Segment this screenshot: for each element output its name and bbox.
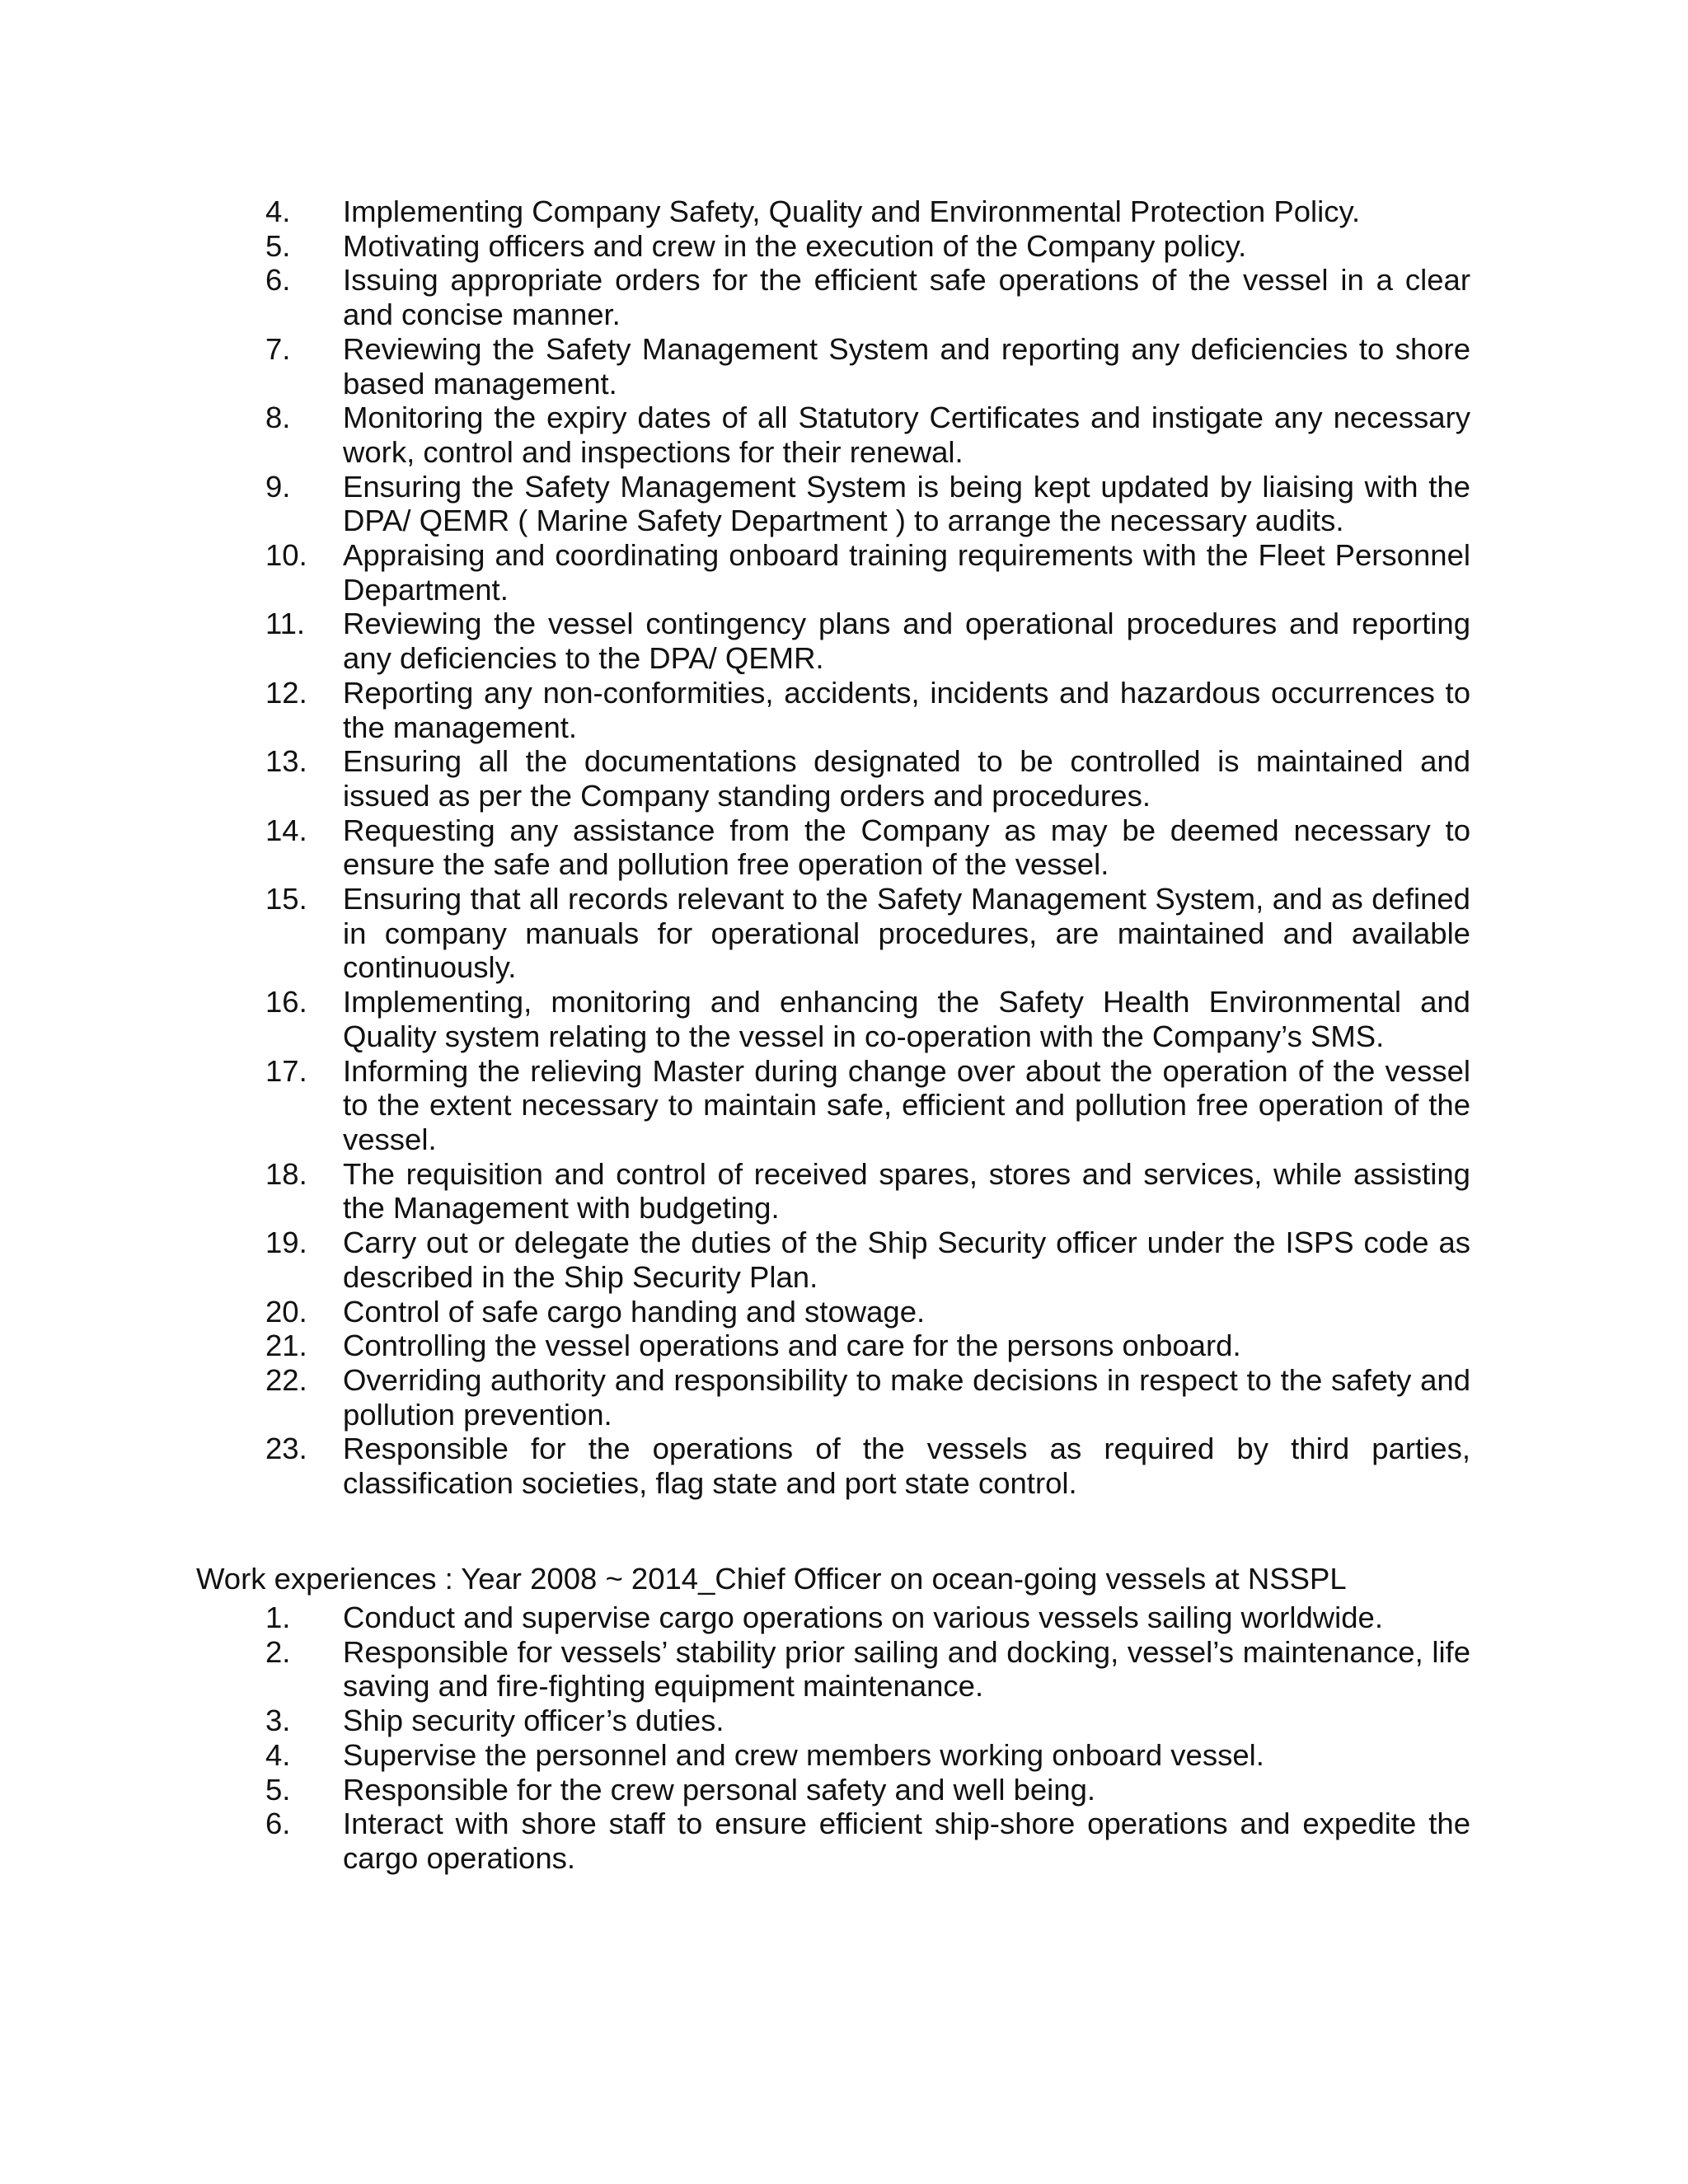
- list-item-text: Requesting any assistance from the Company as may be deemed necessary to ensure the safe and pollution free operation of the vessel.: [343, 813, 1470, 882]
- chief-officer-duties-list: [265, 1601, 1470, 1876]
- list-item-text: Reviewing the Safety Management System and reporting any deficiencies to shore based management.: [343, 331, 1470, 401]
- list-item-number: 14.: [265, 813, 307, 847]
- list-item-text: Ensuring all the documentations designated to be controlled is maintained and issued as per the Company standing orders and procedures.: [343, 744, 1470, 813]
- list-item: [265, 882, 1470, 985]
- list-item-text: Motivating officers and crew in the execution of the Company policy.: [343, 228, 1247, 263]
- list-item: [265, 332, 1470, 401]
- list-item-number: 9.: [265, 469, 291, 504]
- list-item-number: 10.: [265, 538, 307, 573]
- list-item: [265, 1226, 1470, 1294]
- list-item-number: 3.: [265, 1704, 291, 1738]
- list-item: [265, 1054, 1470, 1157]
- list-item: [265, 985, 1470, 1053]
- list-item: [265, 676, 1470, 744]
- list-item-number: 7.: [265, 331, 291, 366]
- list-item: [265, 194, 1470, 229]
- list-item-number: 18.: [265, 1156, 307, 1191]
- list-item-text: Ensuring the Safety Management System is being kept updated by liaising with the DPA/ QEMR ( Marine Safety Department ) to arrange the necessary audits.: [343, 469, 1470, 538]
- list-item-number: 6.: [265, 1807, 291, 1841]
- list-item: [265, 744, 1470, 813]
- list-item-text: Implementing Company Safety, Quality and Environmental Protection Policy.: [343, 194, 1361, 228]
- list-item-text: Informing the relieving Master during change over about the operation of the vessel to the extent necessary to maintain safe, efficient and pollution free operation of the vessel.: [343, 1053, 1470, 1156]
- list-item: [265, 1432, 1470, 1500]
- list-item: [265, 1738, 1470, 1773]
- list-item-text: Reviewing the vessel contingency plans and operational procedures and reporting any deficiencies to the DPA/ QEMR.: [343, 607, 1470, 676]
- list-item-number: 13.: [265, 744, 307, 779]
- list-item: [265, 229, 1470, 264]
- list-item-number: 1.: [265, 1601, 291, 1634]
- list-item-number: 20.: [265, 1294, 307, 1329]
- list-item-number: 5.: [265, 1772, 291, 1807]
- list-item-text: Appraising and coordinating onboard training requirements with the Fleet Personnel Department.: [343, 538, 1470, 607]
- list-item-text: Supervise the personnel and crew members working onboard vessel.: [343, 1737, 1264, 1772]
- list-item-number: 11.: [265, 607, 306, 641]
- list-item-number: 2.: [265, 1634, 291, 1669]
- list-item: [265, 1807, 1470, 1875]
- list-item: [265, 1363, 1470, 1432]
- list-item-text: Conduct and supervise cargo operations on various vessels sailing worldwide.: [343, 1601, 1383, 1634]
- list-item-number: 17.: [265, 1053, 307, 1088]
- list-item: [265, 1295, 1470, 1329]
- list-item-text: The requisition and control of received spares, stores and services, while assisting the Management with budgeting.: [343, 1156, 1470, 1226]
- list-item: [265, 607, 1470, 675]
- list-item-text: Issuing appropriate orders for the efficient safe operations of the vessel in a clear and concise manner.: [343, 263, 1470, 332]
- list-item: [265, 1704, 1470, 1738]
- list-item-number: 23.: [265, 1432, 307, 1466]
- list-item-number: 8.: [265, 401, 291, 435]
- list-item: [265, 263, 1470, 331]
- list-item-text: Ensuring that all records relevant to the Safety Management System, and as defined in company manuals for operational procedures, are maintained and available continuously.: [343, 882, 1470, 985]
- list-item-text: Ship security officer’s duties.: [343, 1704, 724, 1738]
- list-item: [265, 401, 1470, 469]
- list-item-text: Overriding authority and responsibility to make decisions in respect to the safety and pollution prevention.: [343, 1362, 1470, 1432]
- list-item-text: Reporting any non-conformities, accidents, incidents and hazardous occurrences to the management.: [343, 675, 1470, 744]
- list-item-text: Responsible for the crew personal safety and well being.: [343, 1772, 1096, 1807]
- list-item: [265, 1157, 1470, 1226]
- list-item-number: 19.: [265, 1226, 307, 1260]
- work-experience-heading: Work experiences : Year 2008 ~ 2014_Chief Officer on ocean-going vessels at NSSPL: [196, 1561, 1347, 1596]
- responsibilities-list: [265, 194, 1470, 1501]
- list-item-number: 21.: [265, 1329, 307, 1363]
- list-item-number: 16.: [265, 985, 307, 1019]
- list-item: [265, 1329, 1470, 1363]
- list-item-number: 15.: [265, 882, 307, 916]
- list-item: [265, 1773, 1470, 1807]
- list-item: [265, 1601, 1470, 1635]
- list-item: [265, 538, 1470, 607]
- list-item-number: 4.: [265, 1737, 291, 1772]
- list-item-number: 12.: [265, 675, 307, 710]
- list-item-text: Monitoring the expiry dates of all Statutory Certificates and instigate any necessary work, control and inspections for their renewal.: [343, 401, 1470, 469]
- list-item: [265, 813, 1470, 882]
- list-item-number: 4.: [265, 194, 291, 228]
- list-item-number: 5.: [265, 228, 291, 263]
- list-item-text: Carry out or delegate the duties of the Ship Security officer under the ISPS code as described in the Ship Security Plan.: [343, 1226, 1470, 1294]
- list-item: [265, 470, 1470, 538]
- list-item-text: Controlling the vessel operations and care for the persons onboard.: [343, 1329, 1241, 1363]
- list-item-text: Control of safe cargo handing and stowage.: [343, 1294, 926, 1329]
- list-item: [265, 1635, 1470, 1704]
- list-item-text: Implementing, monitoring and enhancing the Safety Health Environmental and Quality system relating to the vessel in co-operation with the Company’s SMS.: [343, 985, 1470, 1053]
- list-item-number: 22.: [265, 1362, 307, 1397]
- list-item-text: Responsible for the operations of the vessels as required by third parties, classification societies, flag state and port state control.: [343, 1432, 1470, 1501]
- list-item-text: Responsible for vessels’ stability prior sailing and docking, vessel’s maintenance, life saving and fire-fighting equipment maintenance.: [343, 1634, 1470, 1704]
- list-item-number: 6.: [265, 263, 291, 298]
- list-item-text: Interact with shore staff to ensure efficient ship-shore operations and expedite the cargo operations.: [343, 1807, 1470, 1875]
